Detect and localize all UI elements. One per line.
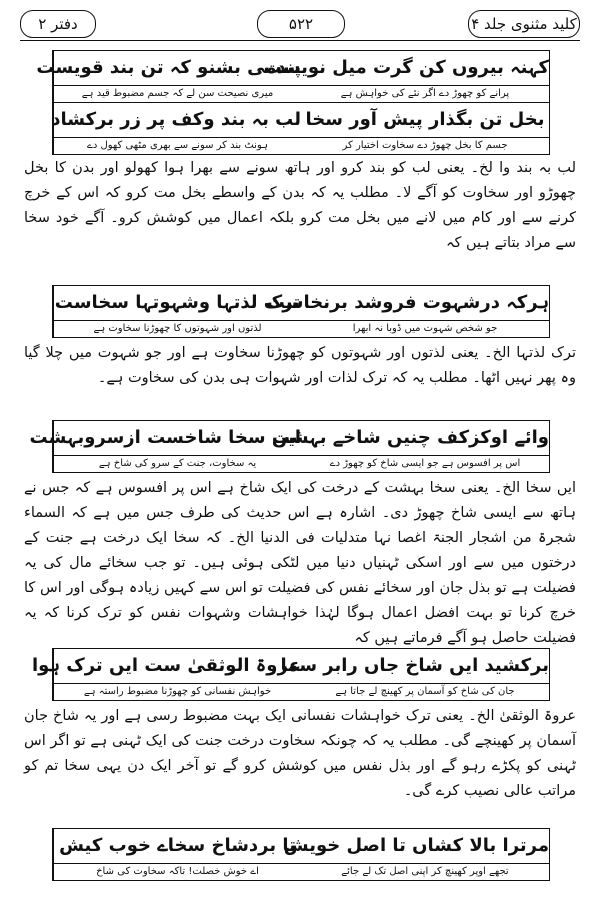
verse-translation: تجھے اوپر کھینچ کر اپنی اصل تک لے جائے	[301, 863, 549, 880]
verse-text: ترک لذتہا وشہوتہا سخاست	[54, 292, 301, 313]
commentary-paragraph	[24, 156, 576, 256]
verse-text: ہرکہ درشہوت فروشد برنخاست	[266, 292, 549, 313]
verse-text: لب بہ بند وکف پر زر برکشاد	[51, 109, 301, 130]
verse-translation: جان کی شاخ کو آسمان پر کھینچ لے جاتا ہے	[301, 683, 549, 700]
verse-box	[52, 828, 550, 881]
verse-cell-right	[53, 829, 301, 880]
verse-row	[29, 421, 549, 472]
verse-cell-right	[32, 649, 301, 700]
verse-text: عروۃ الوثقیٰ ست ایں ترک ہوا	[32, 655, 301, 676]
verse-translation: میری نصیحت سن لے کہ جسم مضبوط قید ہے	[54, 85, 301, 102]
verse-text: ایں سخا شاخست ازسروبہشت	[29, 427, 301, 448]
verse-translation: جو شخص شہوت میں ڈوبا نہ ابھرا	[301, 320, 549, 337]
verse-text: وائے اوکزکف چنیں شاخے بہشت	[271, 427, 549, 448]
verse-row	[53, 102, 549, 154]
verse-translation: پرانے کو چھوڑ دے اگر نئے کی خواہش ہے	[301, 85, 549, 102]
verse-translation: جسم کا بخل چھوڑ دے سخاوت اختیار کر	[301, 137, 549, 154]
verse-translation: اے خوش خصلت! تاکہ سخاوت کی شاخ	[54, 863, 301, 880]
verse-box	[52, 285, 550, 338]
commentary-paragraph	[24, 476, 576, 651]
commentary-paragraph	[24, 341, 576, 391]
verse-row	[53, 829, 549, 880]
paragraph-text: ترک لذتہا الخ۔ یعنی لذتوں اور شہوتوں کو چھوڑنا سخاوت ہے اور جو شہوت میں چلا گیا وہ پھر نہیں اٹھا۔ مطلب یہ کہ ترک لذات اور شہوات ہی بدن کی سخاوت ہے۔	[24, 345, 576, 386]
verse-cell-left	[266, 286, 549, 337]
book-title-label: کلید مثنوی جلد ۴	[468, 10, 580, 38]
paragraph-text: عروۃ الوثقیٰ الخ۔ یعنی ترک خواہشات نفسانی ایک بہت مضبوط رسی ہے اور یہ شاخ جان آسمان پر کھینچے گی۔ مطلب یہ کہ چونکہ سخاوت درخت جنت کی ایک ٹہنی ہے تو اگر اس ٹہنی کو پکڑے رہو گے اور بذل نفس میں کوشش کرو گے تو آخر ایک دن یہی سخا تم کو مراتب عالی نصیب کرے گی۔	[24, 708, 576, 799]
verse-cell-left	[283, 829, 549, 880]
header-divider	[20, 40, 580, 41]
verse-box	[29, 420, 550, 473]
verse-translation: ہونٹ بند کر سونے سے بھری مٹھی کھول دے	[54, 137, 301, 154]
verse-text: برکشید ایں شاخ جاں رابر سما	[280, 655, 549, 676]
verse-text: پندمی بشنو کہ تن بند قویست	[36, 57, 301, 78]
verse-translation: اس پر افسوس ہے جو ایسی شاخ کو چھوڑ دے	[301, 455, 549, 472]
verse-translation: خواہش نفسانی کو چھوڑنا مضبوط راستہ ہے	[54, 683, 301, 700]
verse-translation: یہ سخاوت، جنت کے سرو کی شاخ ہے	[54, 455, 301, 472]
paragraph-text: ایں سخا الخ۔ یعنی سخا بہشت کے درخت کی ایک شاخ ہے اس پر افسوس ہے کہ جس نے ہاتھ سے ایسی شاخ چھوڑ دی۔ اشارہ ہے اس حدیث کی طرف جس میں ہے کہ السماء شجرۃ من اشجار الجنۃ اغصا نہا متدلیات فی الدنیا الخ۔ کہ سخا ایک درخت ہے جنت کے درختوں میں سے اور اسکی ٹہنیاں دنیا میں لٹکی ہوئی ہیں۔ تو جب سخائے مال کی یہ فضیلت ہے تو بذل جان اور سخائے نفس کی فضیلت تو اس سے کہیں زیادہ ہوگی اور اس کا خرچ کرنا تو بہت افضل اعمال ہوگا لہٰذا خواہشات وشہوات نفس کو ترک کرنا کہ یہ فضیلت حاصل ہو آگے فرماتے ہیں کہ	[24, 480, 576, 646]
verse-row	[53, 286, 549, 337]
verse-cell-right	[53, 286, 301, 337]
verse-cell-right	[29, 421, 301, 472]
verse-row	[36, 51, 549, 102]
verse-text: بخل تن بگذار پیش آور سخا	[305, 109, 545, 130]
verse-row	[32, 649, 549, 700]
verse-box	[36, 50, 550, 155]
verse-translation: لذتوں اور شہوتوں کا چھوڑنا سخاوت ہے	[54, 320, 301, 337]
verse-text: کہنہ بیروں کن گرت میل نویست	[263, 57, 549, 78]
verse-cell-left	[301, 103, 549, 154]
verse-box	[32, 648, 550, 701]
paragraph-text: لب بہ بند وا لخ۔ یعنی لب کو بند کرو اور ہاتھ سونے سے بھرا ہوا کھولو اور بدن کا بخل چھوڑو اور سخاوت کو آگے لا۔ مطلب یہ کہ بدن کے واسطے بخل مت کرو کہ اس کے خرچ کرنے سے اور کام میں لانے میں بخل مت کرو بلکہ اعمال میں کوشش کرو۔ آگے خود سخا سے مراد بتاتے ہیں کہ	[24, 160, 576, 251]
verse-cell-left	[263, 51, 549, 102]
verse-cell-right	[53, 103, 301, 154]
page-number: ۵۲۲	[257, 10, 345, 38]
volume-label: دفتر ۲	[20, 10, 96, 38]
verse-cell-left	[271, 421, 549, 472]
verse-text: مرترا بالا کشاں تا اصل خویش	[283, 835, 549, 856]
verse-cell-left	[280, 649, 549, 700]
commentary-paragraph	[24, 704, 576, 804]
page-header	[20, 8, 580, 42]
verse-text: تا بردشاخ سخاے خوب کیش	[59, 835, 296, 856]
